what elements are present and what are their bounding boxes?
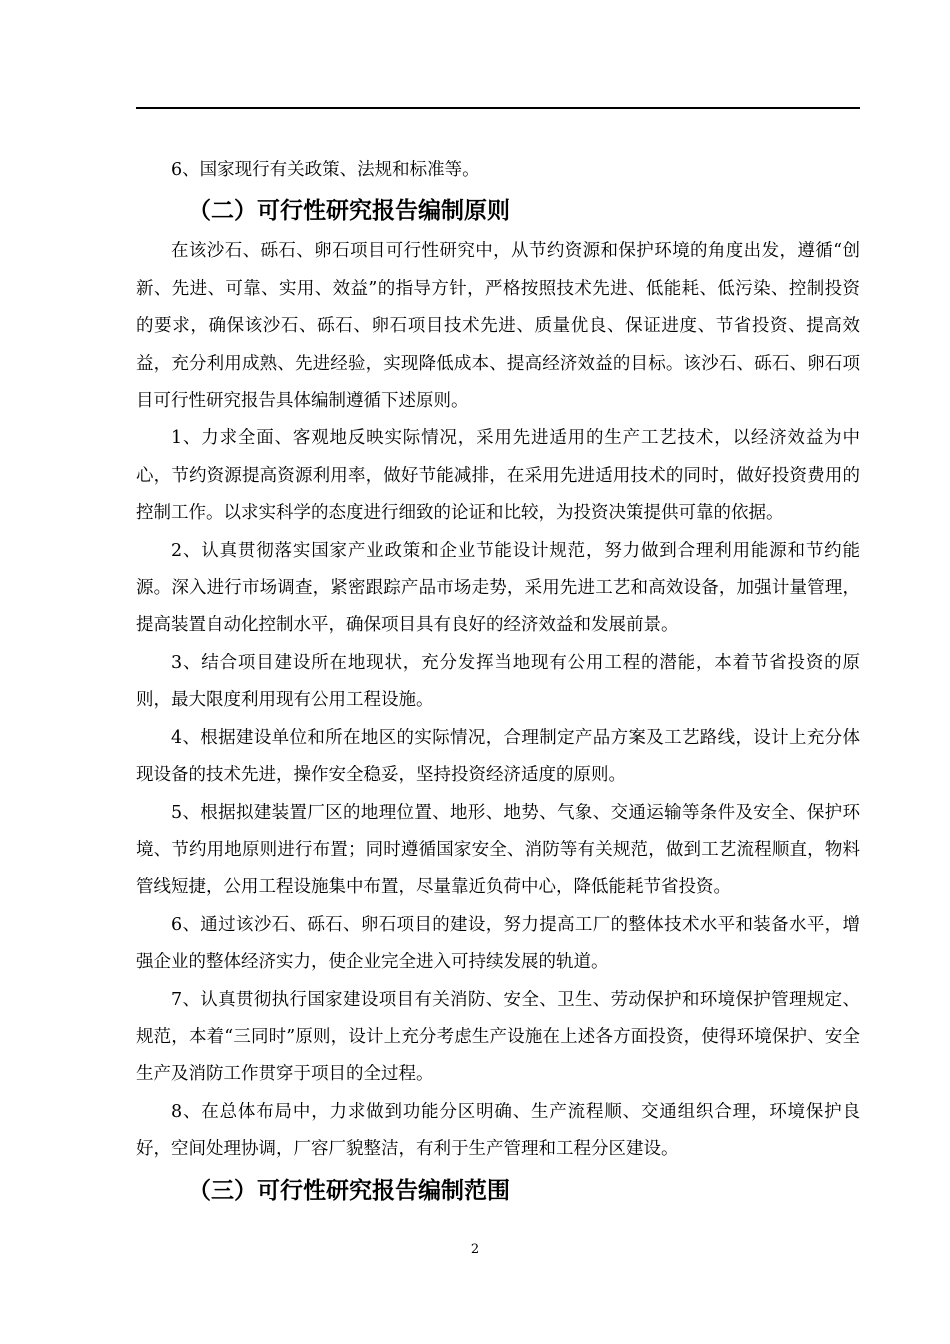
section-heading-2: （二）可行性研究报告编制原则 xyxy=(188,198,510,225)
section-2-intro: 在该沙石、砾石、卵石项目可行性研究中，从节约资源和保护环境的角度出发，遵循“创新、先进、可靠、实用、效益”的指导方针，严格按照技术先进、低能耗、低污染、控制投资的要求，确保该沙石、砾石、卵石项目技术先进、质量优良、保证进度、节省投资、提高效益，充分利用成熟、先进经验，实现降低成本、提高经济效益的目标。该沙石、砾石、卵石项目可行性研究报告具体编制遵循下述原则。 xyxy=(136,241,860,412)
header-rule xyxy=(136,107,860,109)
principle-item-2: 2、认真贯彻落实国家产业政策和企业节能设计规范，努力做到合理利用能源和节约能源。深入进行市场调查，紧密跟踪产品市场走势，采用先进工艺和高效设备，加强计量管理，提高装置自动化控制水平，确保项目具有良好的经济效益和发展前景。 xyxy=(136,540,860,636)
section-heading-3: （三）可行性研究报告编制范围 xyxy=(188,1177,510,1204)
principle-item-4: 4、根据建设单位和所在地区的实际情况，合理制定产品方案及工艺路线，设计上充分体现设备的技术先进，操作安全稳妥，坚持投资经济适度的原则。 xyxy=(136,727,860,786)
principle-item-6: 6、通过该沙石、砾石、卵石项目的建设，努力提高工厂的整体技术水平和装备水平，增强企业的整体经济实力，使企业完全进入可持续发展的轨道。 xyxy=(136,914,860,973)
principle-item-8: 8、在总体布局中，力求做到功能分区明确、生产流程顺、交通组织合理，环境保护良好，空间处理协调，厂容厂貌整洁，有利于生产管理和工程分区建设。 xyxy=(136,1101,860,1160)
page-content xyxy=(136,152,860,1213)
page-number: 2 xyxy=(470,1242,480,1257)
principle-item-5: 5、根据拟建装置厂区的地理位置、地形、地势、气象、交通运输等条件及安全、保护环境、节约用地原则进行布置；同时遵循国家安全、消防等有关规范，做到工艺流程顺直，物料管线短捷，公用工程设施集中布置，尽量靠近负荷中心，降低能耗节省投资。 xyxy=(136,802,860,898)
principle-item-1: 1、力求全面、客观地反映实际情况，采用先进适用的生产工艺技术，以经济效益为中心，节约资源提高资源利用率，做好节能减排，在采用先进适用技术的同时，做好投资费用的控制工作。以求实科学的态度进行细致的论证和比较，为投资决策提供可靠的依据。 xyxy=(136,428,860,524)
principle-item-7: 7、认真贯彻执行国家建设项目有关消防、安全、卫生、劳动保护和环境保护管理规定、规范，本着“三同时”原则，设计上充分考虑生产设施在上述各方面投资，使得环境保护、安全生产及消防工作贯穿于项目的全过程。 xyxy=(136,989,860,1085)
principle-item-3: 3、结合项目建设所在地现状，充分发挥当地现有公用工程的潜能，本着节省投资的原则，最大限度利用现有公用工程设施。 xyxy=(136,652,860,711)
intro-item-6: 6、国家现行有关政策、法规和标准等。 xyxy=(171,160,480,180)
